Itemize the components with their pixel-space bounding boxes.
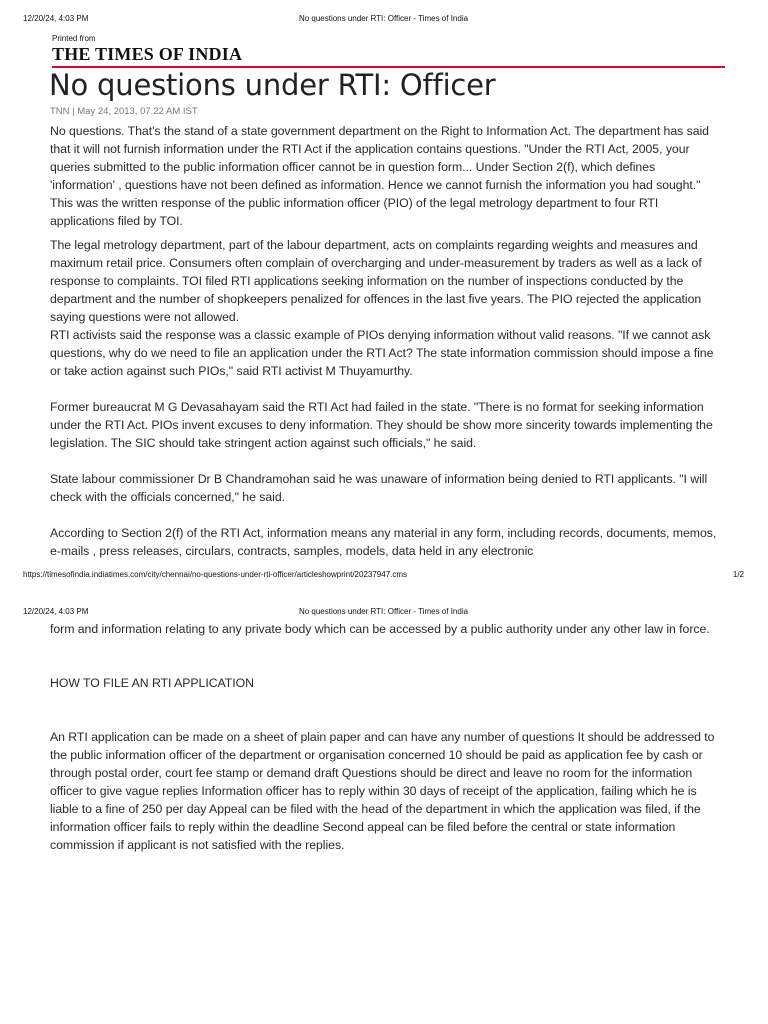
print-datetime: 12/20/24, 4:03 PM [23, 607, 89, 616]
article-paragraph: An RTI application can be made on a sheet of plain paper and can have any number of questions It should be addressed to the public information officer of the department or organisation concerned 10 should be paid as application fee by cash or through postal order, court fee stamp or demand draft Questions should be direct and leave no room for the information officer to give vague replies Information officer has to reply within 30 days of receipt of the application, failing which he is liable to a fine of 250 per day Appeal can be filed with the head of the department in which the application was filed, if the information officer fails to reply within the deadline Second appeal can be filed before the central or state information commission if applicant is not satisfied with the replies. [50, 730, 715, 852]
print-page-title: No questions under RTI: Officer - Times of India [298, 14, 469, 23]
print-footer [23, 570, 744, 580]
print-header-page2 [23, 607, 744, 617]
masthead [52, 34, 727, 68]
article-paragraph: No questions. That's the stand of a state government department on the Right to Information Act. The department has said that it will not furnish information under the RTI Act if the application contains questions. "Under the RTI Act, 2005, your queries submitted to the public information officer cannot be in question form... Under Section 2(f), which defines 'information' , questions have not been defined as information. Hence we cannot furnish the information you had sought." This was the written response of the public information officer (PIO) of the legal metrology department to four RTI applications filed by TOI. [50, 124, 709, 228]
article-paragraph: The legal metrology department, part of the labour department, acts on complaints regarding weights and measures and maximum retail price. Consumers often complain of overcharging and under-measurement by traders as well as a lack of response to complaints. TOI filed RTI applications seeking information on the number of inspections conducted by the department and the number of shopkeepers penalized for offences in the last five years. The PIO rejected the application saying questions were not allowed. [50, 238, 702, 324]
article-paragraph: According to Section 2(f) of the RTI Act, information means any material in any form, including records, documents, memos, e-mails , press releases, circulars, contracts, samples, models, data held in any electronic [50, 526, 717, 558]
print-header [23, 14, 744, 24]
article-paragraph: RTI activists said the response was a classic example of PIOs denying information without valid reasons. "If we cannot ask questions, why do we need to file an application under the RTI Act? The state information commission should impose a fine or take action against such PIOs," said RTI activist M Thuyamurthy. [50, 328, 714, 378]
article-body-page2 [50, 620, 720, 854]
article-paragraph: State labour commissioner Dr B Chandramohan said he was unaware of information being denied to RTI applicants. "I will check with the officials concerned," he said. [50, 472, 708, 504]
print-page-number: 1/2 [732, 570, 744, 579]
article-byline: TNN | May 24, 2013, 07.22 AM IST [50, 106, 198, 117]
article-headline: No questions under RTI: Officer [49, 68, 496, 102]
print-url[interactable]: https://timesofindia.indiatimes.com/city/chennai/no-questions-under-rti-officer/articleshowprint/20237947.cms [23, 570, 408, 579]
print-datetime: 12/20/24, 4:03 PM [23, 14, 89, 23]
article-subheading: HOW TO FILE AN RTI APPLICATION [50, 676, 254, 690]
article-paragraph: form and information relating to any private body which can be accessed by a public authority under any other law in force. [50, 622, 710, 636]
article-body-page1 [50, 122, 720, 560]
printed-from-label: Printed from [52, 34, 96, 43]
print-page-title: No questions under RTI: Officer - Times of India [298, 607, 469, 616]
times-of-india-logo: THE TIMES OF INDIA [52, 44, 243, 64]
article-paragraph: Former bureaucrat M G Devasahayam said the RTI Act had failed in the state. "There is no format for seeking information under the RTI Act. PIOs invent excuses to deny information. They should be show more sincerity towards implementing the legislation. The SIC should take stringent action against such officials," he said. [50, 400, 713, 450]
